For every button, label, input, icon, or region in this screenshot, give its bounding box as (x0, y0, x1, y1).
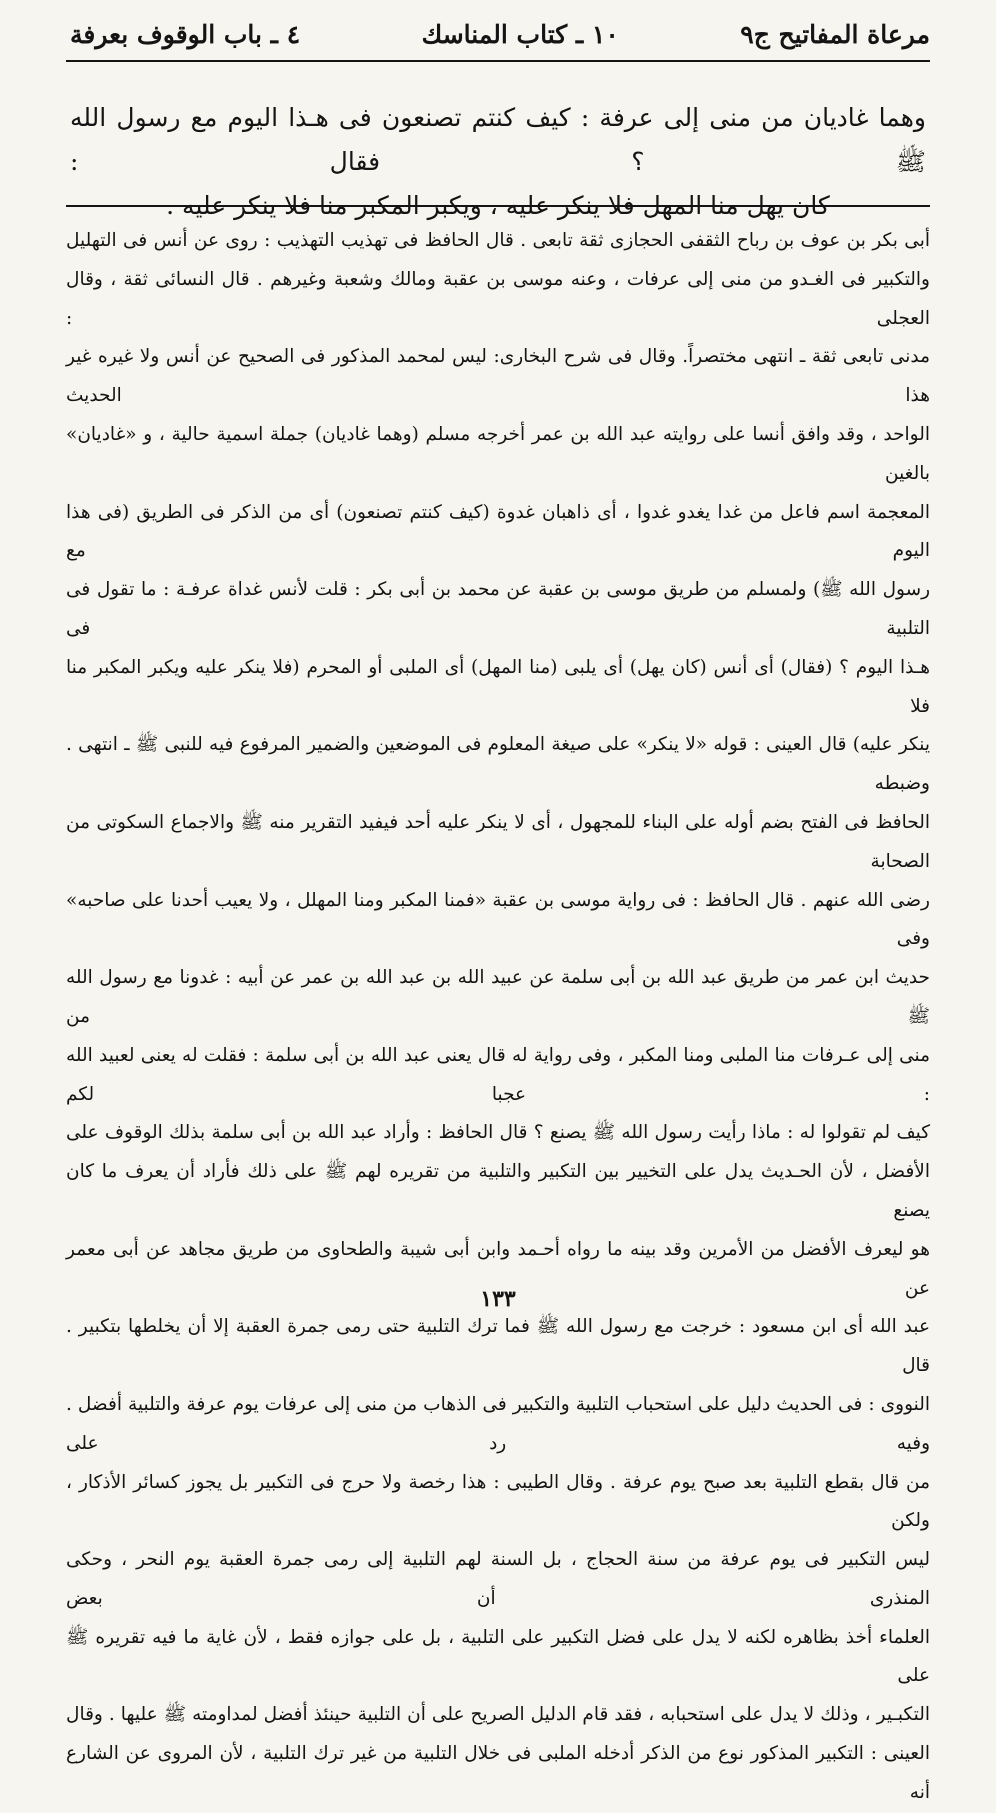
commentary-line: حديث ابن عمر من طريق عبد الله بن أبى سلمة عن عبيد الله بن عبد الله بن عمر عن أبيه : غدونا مع رسول الله ﷺ من (66, 967, 930, 1027)
commentary-line: أبى بكر بن عوف بن رباح الثقفى الحجازى ثقة تابعى . قال الحافظ فى تهذيب التهذيب : روى عن أنس فى التهليل (66, 230, 930, 251)
commentary-line: رسول الله ﷺ) ولمسلم من طريق موسى بن عقبة عن محمد بن أبى بكر : قلت لأنس غداة عرفـة : ما تقول فى التلبية فى (66, 579, 930, 639)
commentary-line: كيف لم تقولوا له : ماذا رأيت رسول الله ﷺ يصنع ؟ قال الحافظ : وأراد عبد الله بن أبى سلمة بذلك الوقوف على (66, 1122, 930, 1144)
commentary-line: ينكر عليه) قال العينى : قوله «لا ينكر» على صيغة المعلوم فى الموضعين والضمير المرفوع فيه للنبى ﷺ ـ انتهى . وضبطه (66, 734, 930, 795)
commentary-line: والتكبير فى الغـدو من منى إلى عرفات ، وعنه موسى بن عقبة ومالك وشعبة وغيرهم . قال النسائى ثقة ، وقال العجلى : (66, 268, 930, 329)
header-section: ٤ ـ باب الوقوف بعرفة (70, 19, 301, 49)
hadith-text (70, 96, 926, 228)
commentary-line: العينى : التكبير المذكور نوع من الذكر أدخله الملبى فى خلال التلبية من غير ترك التلبية ، لأن المروى عن الشارع أنه (66, 1743, 930, 1803)
commentary-line: ليس التكبير فى يوم عرفة من سنة الحجاج ، بل السنة لهم التلبية إلى رمى جمرة العقبة يوم النحر ، وحكى المنذرى أن بعض (66, 1549, 930, 1609)
commentary-line: العلماء أخذ بظاهره لكنه لا يدل على فضل التكبير على التلبية ، بل على جوازه فقط ، لأن غاية ما فيه تقريره ﷺ على (66, 1626, 930, 1687)
commentary-line: هو ليعرف الأفضل من الأمرين وقد بينه ما رواه أحـمد وابن أبى شيبة والطحاوى من طريق مجاهد عن أبى معمر عن (66, 1238, 930, 1299)
commentary-line: هـذا اليوم ؟ (فقال) أى أنس (كان يهل) أى يلبى (منا المهل) أى الملبى أو المحرم (فلا ينكر عليه ويكبر المكبر منا فلا (66, 656, 930, 717)
commentary-line: الأفضل ، لأن الحـديث يدل على التخيير بين التكبير والتلبية من تقريره لهم ﷺ على ذلك فأراد أن يعرف ما كان يصنع (66, 1161, 930, 1221)
commentary-line: التكبـير ، وذلك لا يدل على استحبابه ، فقد قام الدليل الصريح على أن التلبية حينئذ أفضل لمداومته ﷺ عليها . وقال (66, 1704, 930, 1726)
running-header (70, 14, 930, 54)
hadith-line: وهما غاديان من منى إلى عرفة : كيف كنتم تصنعون فى هـذا اليوم مع رسول الله ﷺ ؟ فقال : (70, 103, 926, 176)
page-number: ١٣٣ (480, 1286, 516, 1312)
hadith-line: كان يهل منا المهل فلا ينكر عليه ، ويكبر المكبر منا فلا ينكر عليه . (166, 191, 830, 220)
commentary-line: من قال بقطع التلبية بعد صبح يوم عرفة . وقال الطيبى : هذا رخصة ولا حرج فى التكبير بل يجوز كسائر الأذكار ، ولكن (66, 1471, 930, 1532)
commentary-line: النووى : فى الحديث دليل على استحباب التلبية والتكبير فى الذهاب من منى إلى عرفات يوم عرفة والتلبية أفضل . وفيه رد على (66, 1393, 930, 1454)
commentary-line: عبد الله أى ابن مسعود : خرجت مع رسول الله ﷺ فما ترك التلبية حتى رمى جمرة العقبة إلا أن يخلطها بتكبير . قال (66, 1316, 930, 1377)
header-book-title: مرعاة المفاتيح ج٩ (740, 19, 930, 49)
commentary-line: الحافظ فى الفتح بضم أوله على البناء للمجهول ، أى لا ينكر عليه أحد فيفيد التقرير منه ﷺ والاجماع السكوتى من الصحابة (66, 811, 930, 872)
header-rule (66, 60, 930, 62)
commentary-line: مدنى تابعى ثقة ـ انتهى مختصراً. وقال فى شرح البخارى: ليس لمحمد المذكور فى الصحيح عن أنس ولا غيره غير هذا الحديث (66, 346, 930, 407)
section-divider (66, 205, 930, 207)
commentary-line: المعجمة اسم فاعل من غدا يغدو غدوا ، أى ذاهبان غدوة (كيف كنتم تصنعون) أى من الذكر فى الطريق (فى هذا اليوم مع (66, 501, 930, 562)
header-chapter: ١٠ ـ كتاب المناسك (421, 19, 619, 49)
commentary-line: منى إلى عـرفات منا الملبى ومنا المكبر ، وفى رواية له قال يعنى عبد الله بن أبى سلمة : فقلت له يعنى لعبيد الله : عجبا لكم (66, 1044, 930, 1105)
commentary-line: رضى الله عنهم . قال الحافظ : فى رواية موسى بن عقبة «فمنا المكبر ومنا المهلل ، ولا يعيب أحدنا على صاحبه» وفى (66, 889, 930, 950)
commentary-line: الواحد ، وقد وافق أنسا على روايته عبد الله بن عمر أخرجه مسلم (وهما غاديان) جملة اسمية حالية ، و «غاديان» بالغين (66, 423, 930, 484)
